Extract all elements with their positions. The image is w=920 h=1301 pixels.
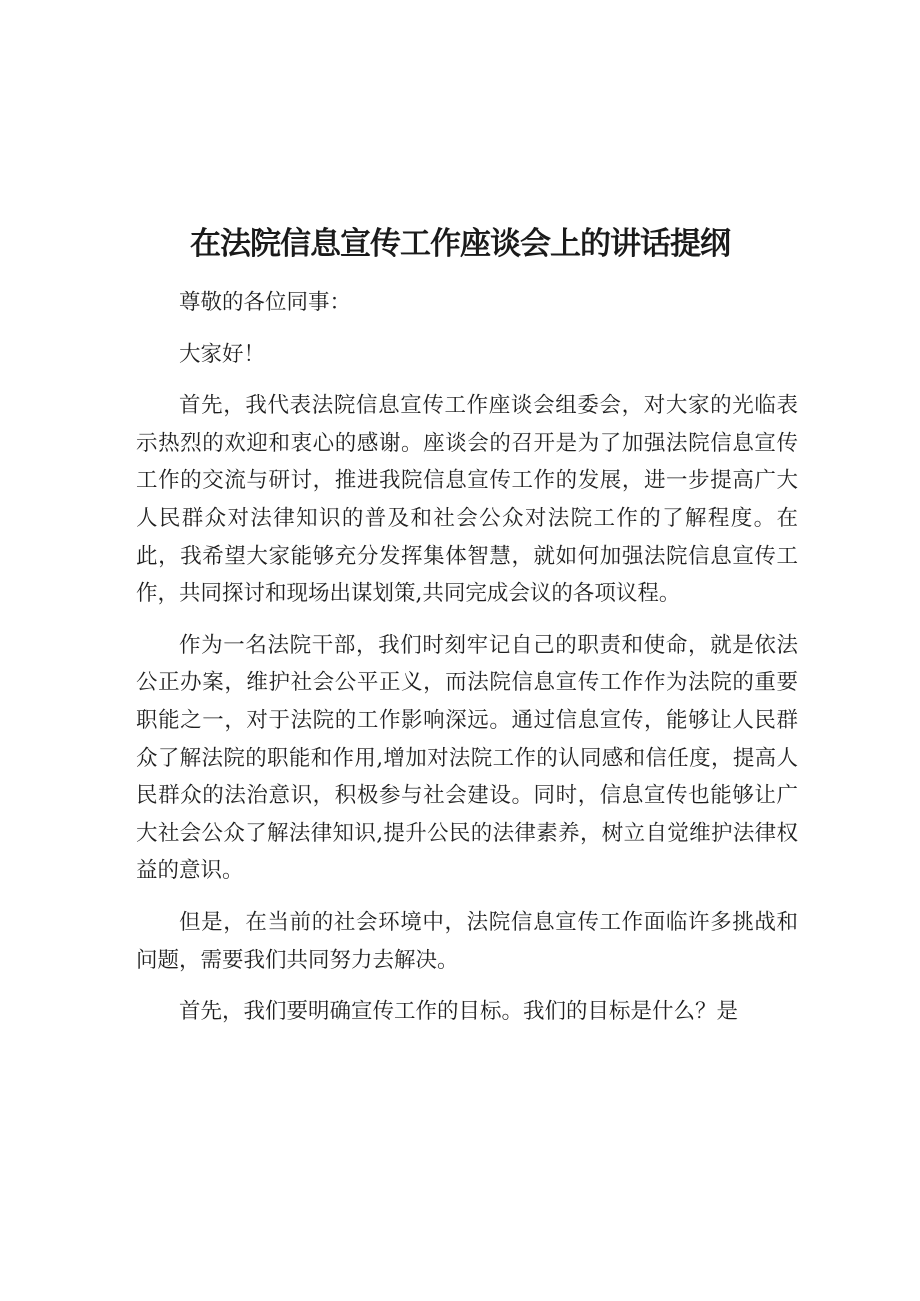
greeting-paragraph: 尊敬的各位同事：: [179, 290, 352, 315]
body-paragraph: 首先，我们要明确宣传工作的目标。我们的目标是什么？是: [179, 999, 739, 1025]
body-paragraph: 首先，我代表法院信息宣传工作座谈会组委会，对大家的光临表示热烈的欢迎和衷心的感谢。座谈会的召开是为了加强法院信息宣传工作的交流与研讨，推进我院信息宣传工作的发展，进一步提高广大人民群众对法律知识的普及和社会公众对法院工作的了解程度。在此，我希望大家能够充分发挥集体智慧，就如何加强法院信息宣传工作，共同探讨和现场出谋划策,共同完成会议的各项议程。: [136, 393, 798, 607]
document-title: 在法院信息宣传工作座谈会上的讲话提纲: [190, 226, 730, 262]
document-body: [136, 284, 798, 1045]
salutation-paragraph: 大家好！: [179, 341, 266, 367]
body-paragraph: 作为一名法院干部，我们时刻牢记自己的职责和使命，就是依法公正办案，维护社会公平正义，而法院信息宣传工作作为法院的重要职能之一，对于法院的工作影响深远。通过信息宣传，能够让人民群众了解法院的职能和作用,增加对法院工作的认同感和信任度，提高人民群众的法治意识，积极参与社会建设。同时，信息宣传也能够让广大社会公众了解法律知识,提升公民的法律素养，树立自觉维护法律权益的意识。: [136, 632, 798, 884]
body-paragraph: 但是，在当前的社会环境中，法院信息宣传工作面临许多挑战和问题，需要我们共同努力去解决。: [136, 909, 798, 973]
